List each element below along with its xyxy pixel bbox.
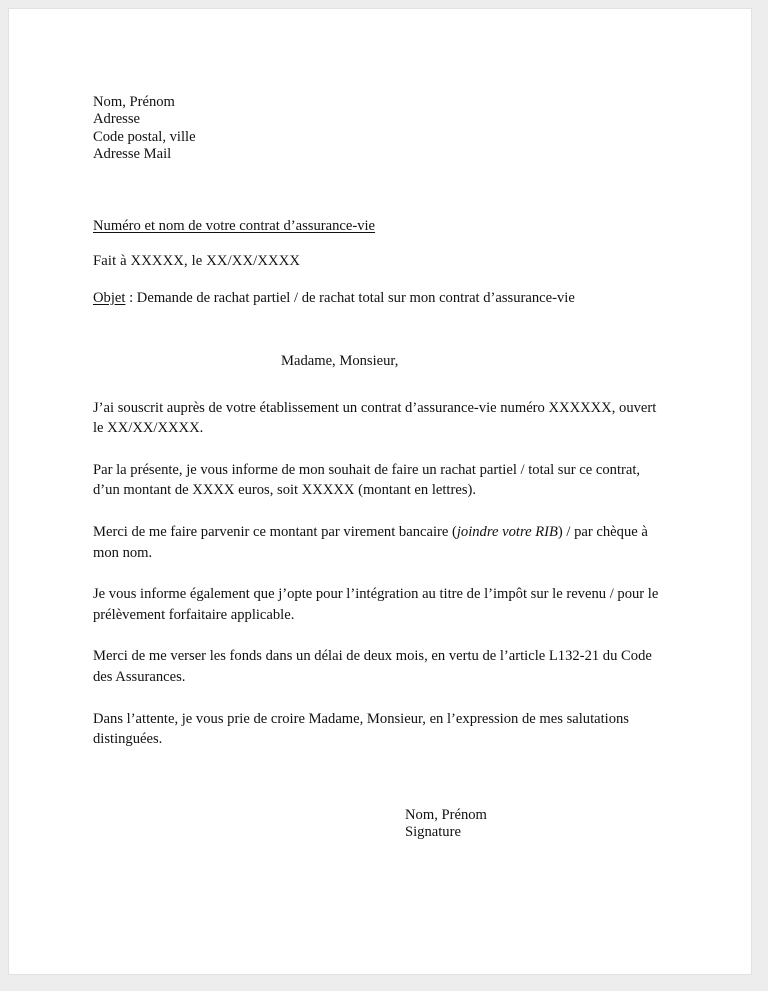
body-paragraph-5: Merci de me verser les fonds dans un délai de deux mois, en vertu de l’article L132-21 du Code des Assurances. [93, 648, 652, 685]
contract-reference-line [93, 217, 668, 235]
body-paragraph-3 [93, 522, 668, 563]
body-paragraph-6: Dans l’attente, je vous prie de croire Madame, Monsieur, en l’expression de mes salutations distinguées. [93, 710, 629, 748]
subject-separator: : [129, 289, 137, 306]
body-paragraph-2: Par la présente, je vous informe de mon souhait de faire un rachat partiel / total sur ce contrat, d’un montant de XXXX euros, soit XXXXX (montant en lettres). [93, 461, 641, 499]
paragraph-3-italic-note: joindre votre RIB [456, 524, 558, 540]
body-paragraph-1: J’ai souscrit auprès de votre établissement un contrat d’assurance-vie numéro XXXXXX, ouvert le XX/XX/XXXX. [93, 399, 657, 437]
place-date-line: Fait à XXXXX, le XX/XX/XXXX [93, 252, 301, 269]
body-paragraph-4: Je vous informe également que j’opte pour l’intégration au titre de l’impôt sur le revenu / pour le prélèvement forfaitaire applicable. [93, 586, 659, 623]
signature-block [405, 807, 668, 842]
sender-line-email: Adresse Mail [93, 146, 172, 163]
paragraph-3-text-after: ) / par chèque à mon nom. [93, 524, 648, 561]
paragraph-3-text-before: Merci de me faire parvenir ce montant par virement bancaire ( [93, 524, 457, 540]
salutation: Madame, Monsieur, [281, 352, 399, 369]
subject-text: Demande de rachat partiel / de rachat total sur mon contrat d’assurance-vie [136, 289, 575, 306]
signature-line-name: Nom, Prénom [405, 806, 487, 823]
sender-line-name: Nom, Prénom [93, 94, 175, 110]
subject-label: Objet [93, 289, 126, 306]
document-page [8, 8, 752, 975]
subject-line [93, 289, 668, 307]
signature-line-label: Signature [405, 824, 461, 841]
sender-line-address: Adresse [93, 111, 141, 128]
document-content [93, 94, 668, 842]
sender-line-postal-city: Code postal, ville [93, 128, 196, 145]
contract-reference-text: Numéro et nom de votre contrat d’assurance-vie [93, 217, 376, 234]
sender-address-block [93, 94, 668, 164]
